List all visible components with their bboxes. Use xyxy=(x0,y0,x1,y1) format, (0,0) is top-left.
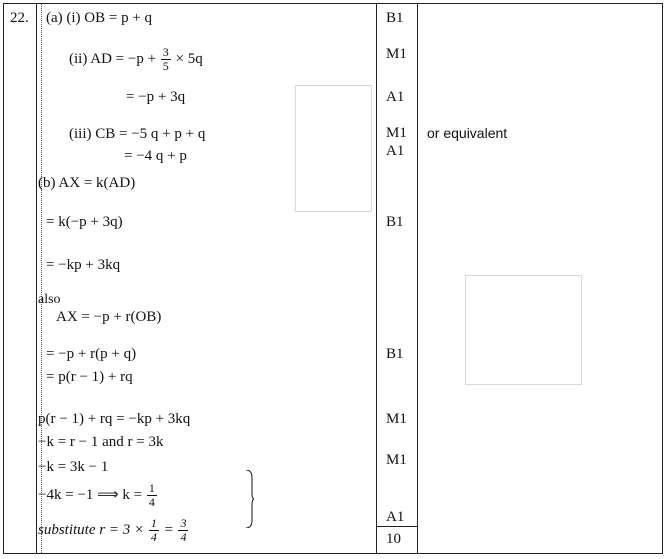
mark-b1: B1 xyxy=(386,346,404,362)
line-equate: p(r − 1) + rq = −kp + 3kq xyxy=(38,411,191,427)
fraction: $\frac{1}{4}$ xyxy=(150,516,157,544)
mark-a1: A1 xyxy=(386,509,405,525)
line-solve: −k = 3k − 1 xyxy=(38,459,109,475)
line-substitute: substitute r = 3 × $\frac{1}{4}$ = $\frac{3}{4}$ xyxy=(38,516,187,544)
mark-m1: M1 xyxy=(386,411,407,427)
right-brace xyxy=(246,470,254,528)
mark-a1: A1 xyxy=(386,143,405,159)
mark-a1: A1 xyxy=(386,89,405,105)
line-a-i: (a) (i) OB = p + q xyxy=(46,10,153,26)
fraction: $\frac{3}{5}$ xyxy=(162,45,169,73)
col-divider xyxy=(36,4,37,553)
total-marks: 10 xyxy=(386,531,401,547)
line-b: (b) AX = k(AD) xyxy=(38,175,136,191)
mark-m1: M1 xyxy=(386,46,407,62)
line-k-value: −4k = −1 ⟹ k = $\frac{1}{4}$ xyxy=(38,481,155,509)
line-a-iii: (iii) CB = −5 q + p + q xyxy=(69,126,206,142)
col-divider xyxy=(376,4,377,553)
comment-or-equivalent: or equivalent xyxy=(427,125,508,141)
line-also: also xyxy=(38,292,61,307)
line-ax: AX = −p + r(OB) xyxy=(56,309,162,325)
mark-m1: M1 xyxy=(386,452,407,468)
line-b-step3: = −p + r(p + q) xyxy=(46,346,137,362)
line-a-ii-result: = −p + 3q xyxy=(126,89,186,105)
line-b-step1: = k(−p + 3q) xyxy=(46,214,123,230)
line-compare: −k = r − 1 and r = 3k xyxy=(38,434,164,450)
col-divider xyxy=(417,4,418,553)
line-b-step4: = p(r − 1) + rq xyxy=(46,369,133,385)
line-b-step2: = −kp + 3kq xyxy=(46,257,121,273)
fraction: $\frac{3}{4}$ xyxy=(180,516,187,544)
line-a-iii-result: = −4 q + p xyxy=(124,148,187,164)
mark-m1: M1 xyxy=(386,125,407,141)
marking-table xyxy=(3,3,663,554)
total-rule xyxy=(376,526,417,527)
mark-b1: B1 xyxy=(386,10,404,26)
mark-b1: B1 xyxy=(386,214,404,230)
question-number: 22. xyxy=(10,10,29,26)
fraction: $\frac{1}{4}$ xyxy=(148,481,155,509)
line-a-ii: (ii) AD = −p + $\frac{3}{5}$ × 5q xyxy=(69,45,203,73)
